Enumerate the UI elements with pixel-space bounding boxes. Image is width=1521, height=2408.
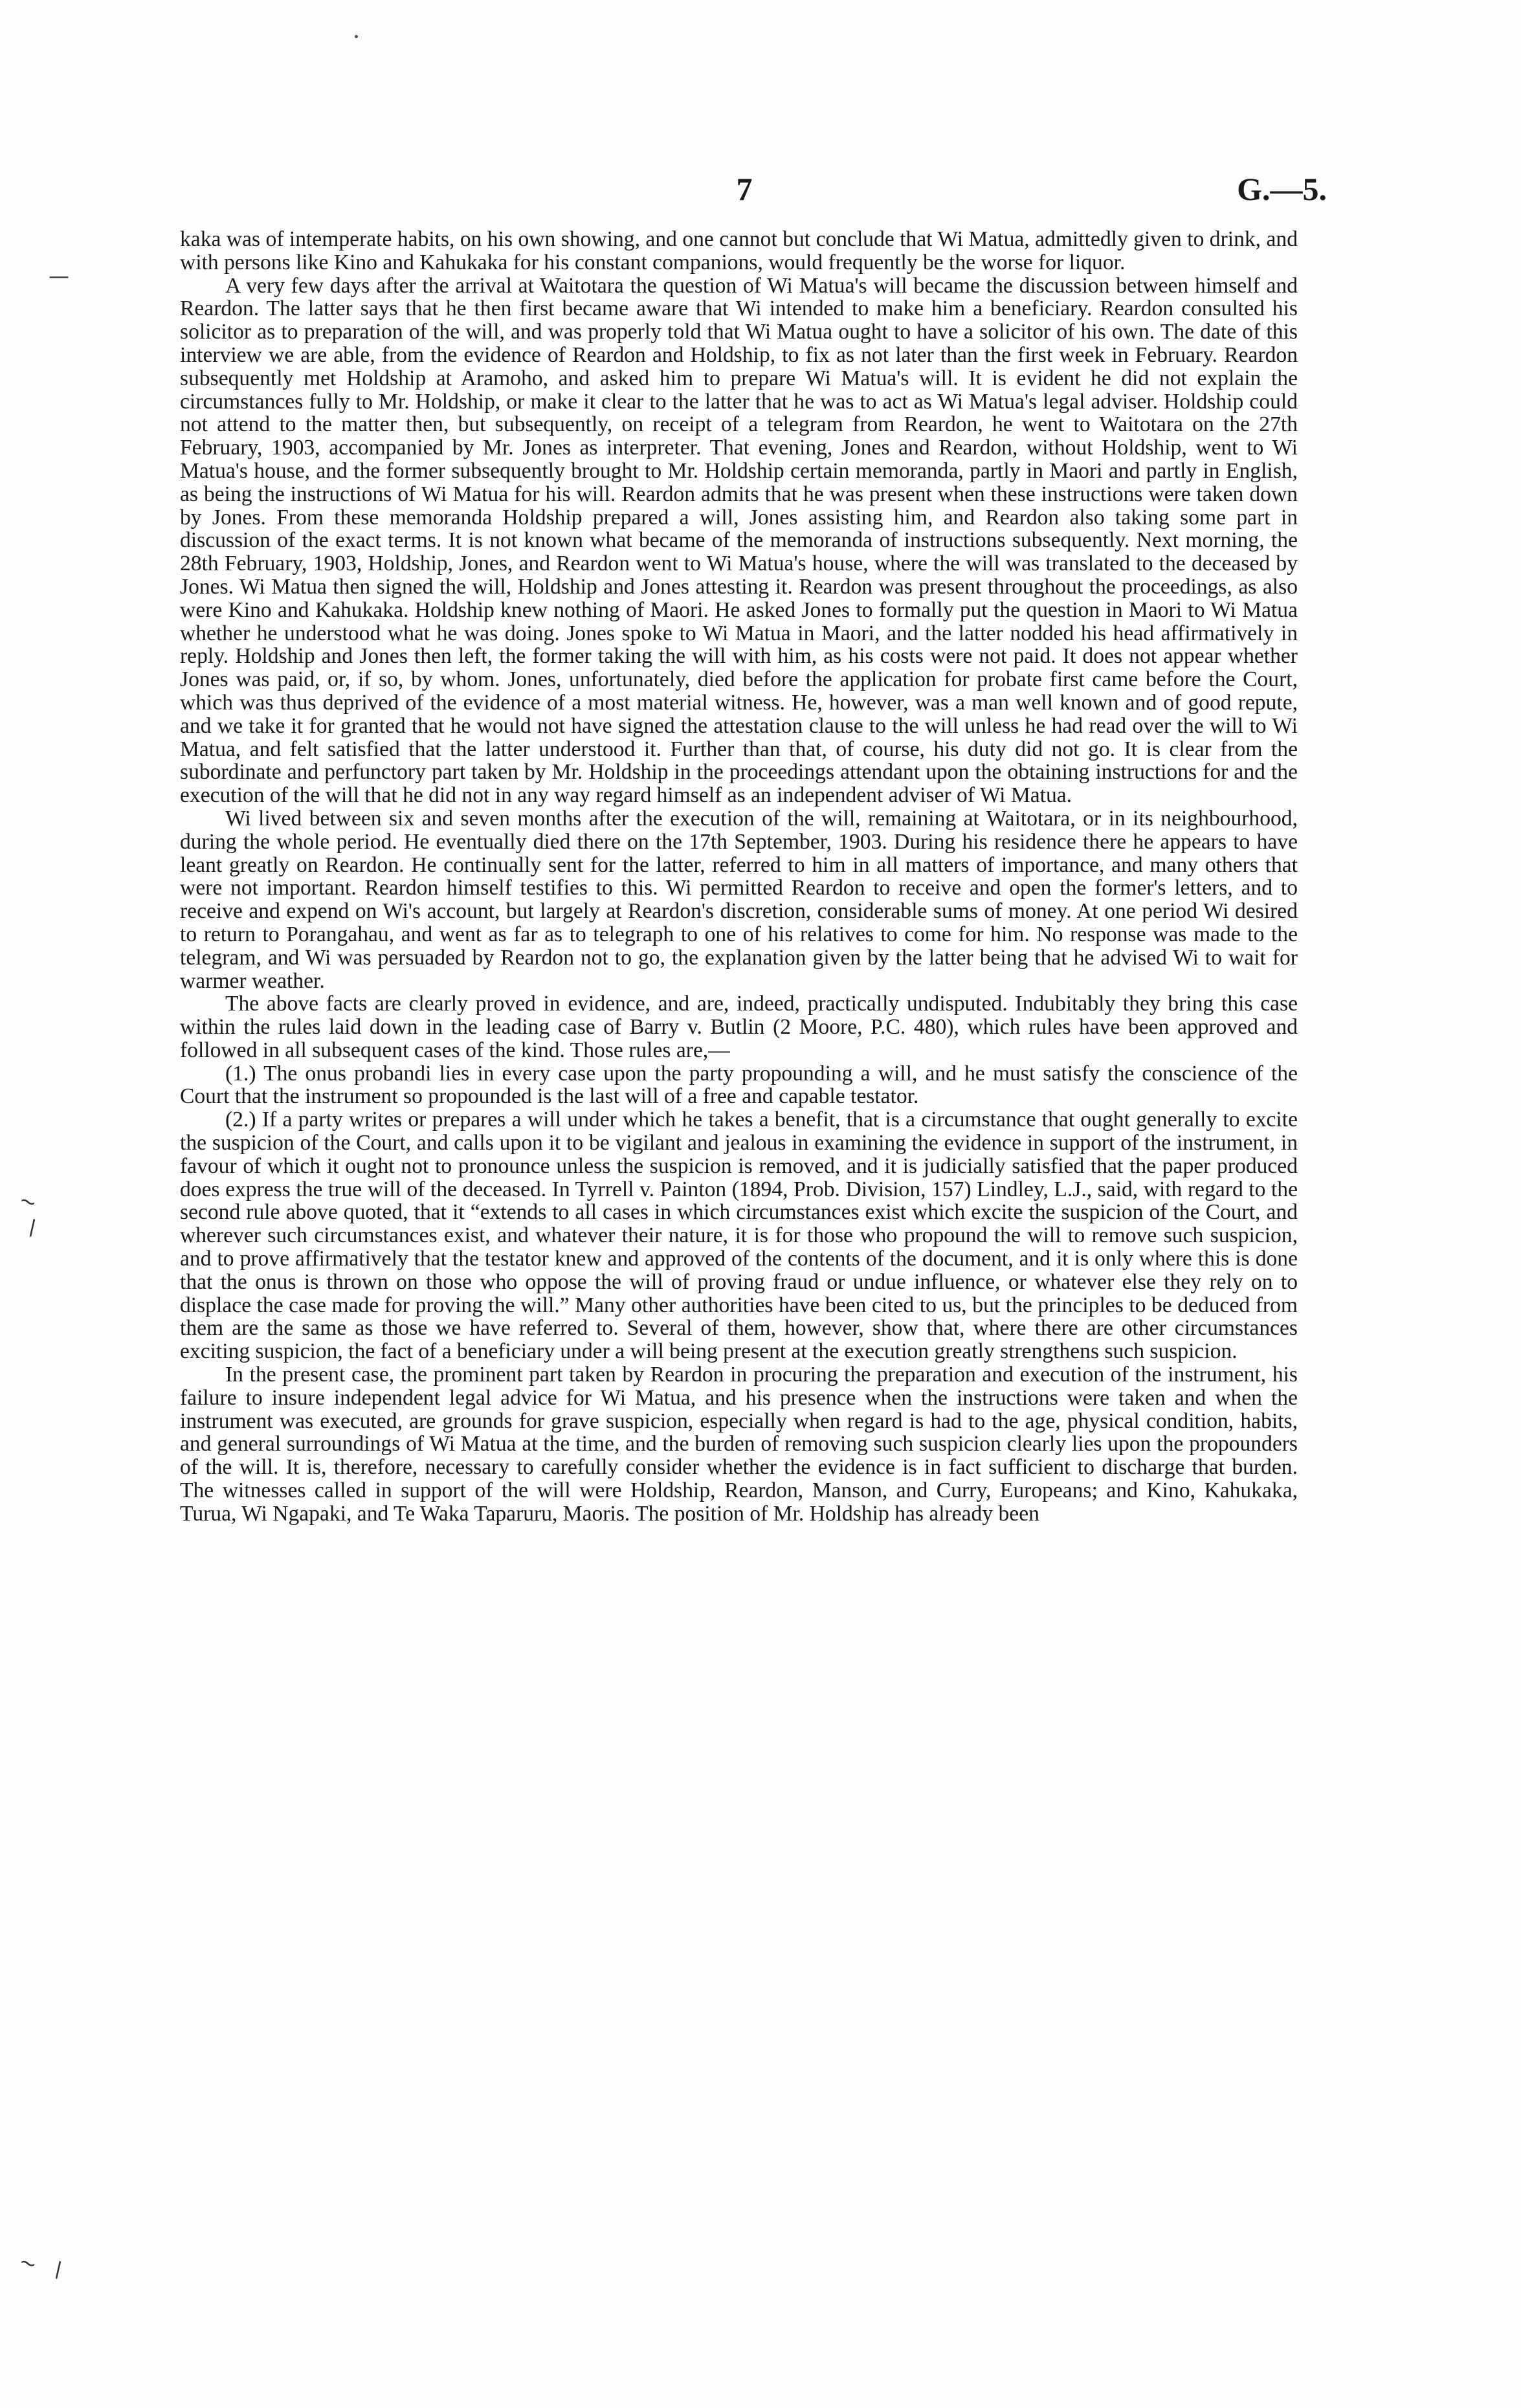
margin-mark: ~	[16, 2248, 41, 2278]
paragraph: Wi lived between six and seven months after the execution of the will, remaining at Waitotara, or in its neighbourhood, during the whole period. He eventually died there on the 17th September, 1903. During his residence there he appears to have leant greatly on Reardon. He continually sent for the latter, referred to him in all matters of importance, and many others that were not important. Reardon himself testifies to this. Wi permitted Reardon to receive and open the former's letters, and to receive and expend on Wi's account, but largely at Reardon's discretion, considerable sums of money. At one period Wi desired to return to Porangahau, and went as far as to telegraph to one of his relatives to come for him. No response was made to the telegram, and Wi was persuaded by Reardon not to go, the explanation given by the latter being that he advised Wi to wait for warmer weather.	[180, 806, 1298, 993]
paragraph: In the present case, the prominent part taken by Reardon in procuring the preparation and execution of the instrument, his failure to insure independent legal advice for Wi Matua, and his presence when the instructions were taken and when the instrument was executed, are grounds for grave suspicion, especially when regard is had to the age, physical condition, habits, and general surroundings of Wi Matua at the time, and the burden of removing such suspicion clearly lies upon the propounders of the will. It is, therefore, necessary to carefully consider whether the evidence is in fact sufficient to discharge that burden. The witnesses called in support of the will were Holdship, Reardon, Manson, and Curry, Europeans; and Kino, Kahukaka, Turua, Wi Ngapaki, and Te Waka Taparuru, Maoris. The position of Mr. Holdship has already been	[180, 1363, 1298, 1526]
rule-paragraph: (1.) The onus probandi lies in every case upon the party propounding a will, and he must satisfy the conscience of the Court that the instrument so propounded is the last will of a free and capable testator.	[180, 1061, 1298, 1109]
margin-mark: ~	[16, 1187, 41, 1216]
document-reference: G.—5.	[1237, 171, 1327, 207]
margin-mark: —	[49, 263, 69, 288]
margin-mark: \	[23, 1214, 42, 1240]
margin-mark: \	[49, 2257, 68, 2282]
paragraph: kaka was of intemperate habits, on his own showing, and one cannot but conclude that Wi Matua, admittedly given to drink, and with persons like Kino and Kahukaka for his constant companions, would frequently be the worse for liquor.	[180, 227, 1298, 274]
scan-speck	[355, 35, 358, 38]
paragraph: The above facts are clearly proved in evidence, and are, indeed, practically undisputed. Indubitably they bring this case within the rules laid down in the leading case of Barry v. Butlin (2 Moore, P.C. 480), which rules have been approved and followed in all subsequent cases of the kind. Those rules are,—	[180, 992, 1298, 1062]
rule-paragraph: (2.) If a party writes or prepares a will under which he takes a benefit, that is a circumstance that ought generally to excite the suspicion of the Court, and calls upon it to be vigilant and jealous in examining the evidence in support of the instrument, in favour of which it ought not to pronounce unless the suspicion is removed, and it is judicially satisfied that the paper produced does express the true will of the deceased. In Tyrrell v. Painton (1894, Prob. Division, 157) Lindley, L.J., said, with regard to the second rule above quoted, that it “extends to all cases in which circumstances exist which excite the suspicion of the Court, and wherever such circumstances exist, and whatever their nature, it is for those who propound the will to remove such suspicion, and to prove affirmatively that the testator knew and approved of the contents of the document, and it is only where this is done that the onus is thrown on those who oppose the will of proving fraud or undue influence, or whatever else they rely on to displace the case made for proving the will.” Many other authorities have been cited to us, but the principles to be deduced from them are the same as those we have referred to. Several of them, however, show that, where there are other circumstances exciting suspicion, the fact of a beneficiary under a will being present at the execution greatly strengthens such suspicion.	[180, 1108, 1298, 1364]
page-header	[0, 170, 1521, 215]
page-number: 7	[736, 171, 753, 207]
paragraph: A very few days after the arrival at Waitotara the question of Wi Matua's will became the discussion between himself and Reardon. The latter says that he then first became aware that Wi intended to make him a beneficiary. Reardon consulted his solicitor as to preparation of the will, and was properly told that Wi Matua ought to have a solicitor of his own. The date of this interview we are able, from the evidence of Reardon and Holdship, to fix as not later than the first week in February. Reardon subsequently met Holdship at Aramoho, and asked him to prepare Wi Matua's will. It is evident he did not explain the circumstances fully to Mr. Holdship, or make it clear to the latter that he was to act as Wi Matua's legal adviser. Holdship could not attend to the matter then, but subsequently, on receipt of a telegram from Reardon, he went to Waitotara on the 27th February, 1903, accompanied by Mr. Jones as interpreter. That evening, Jones and Reardon, without Holdship, went to Wi Matua's house, and the former subsequently brought to Mr. Holdship certain memoranda, partly in Maori and partly in English, as being the instructions of Wi Matua for his will. Reardon admits that he was present when these instructions were taken down by Jones. From these memoranda Holdship prepared a will, Jones assisting him, and Reardon also taking some part in discussion of the exact terms. It is not known what became of the memoranda of instructions subsequently. Next morning, the 28th February, 1903, Holdship, Jones, and Reardon went to Wi Matua's house, where the will was translated to the deceased by Jones. Wi Matua then signed the will, Holdship and Jones attesting it. Reardon was present throughout the proceedings, as also were Kino and Kahukaka. Holdship knew nothing of Maori. He asked Jones to formally put the question in Maori to Wi Matua whether he understood what he was doing. Jones spoke to Wi Matua in Maori, and the latter nodded his head affirmatively in reply. Holdship and Jones then left, the former taking the will with him, as his costs were not paid. It does not appear whether Jones was paid, or, if so, by whom. Jones, unfortunately, died before the application for probate first came before the Court, which was thus deprived of the evidence of a most material witness. He, however, was a man well known and of good repute, and we take it for granted that he would not have signed the attestation clause to the will unless he had read over the will to Wi Matua, and felt satisfied that the latter understood it. Further than that, of course, his duty did not go. It is clear from the subordinate and perfunctory part taken by Mr. Holdship in the proceedings attendant upon the obtaining instructions for and the execution of the will that he did not in any way regard himself as an independent adviser of Wi Matua.	[180, 273, 1298, 808]
body-text	[180, 228, 1298, 1526]
